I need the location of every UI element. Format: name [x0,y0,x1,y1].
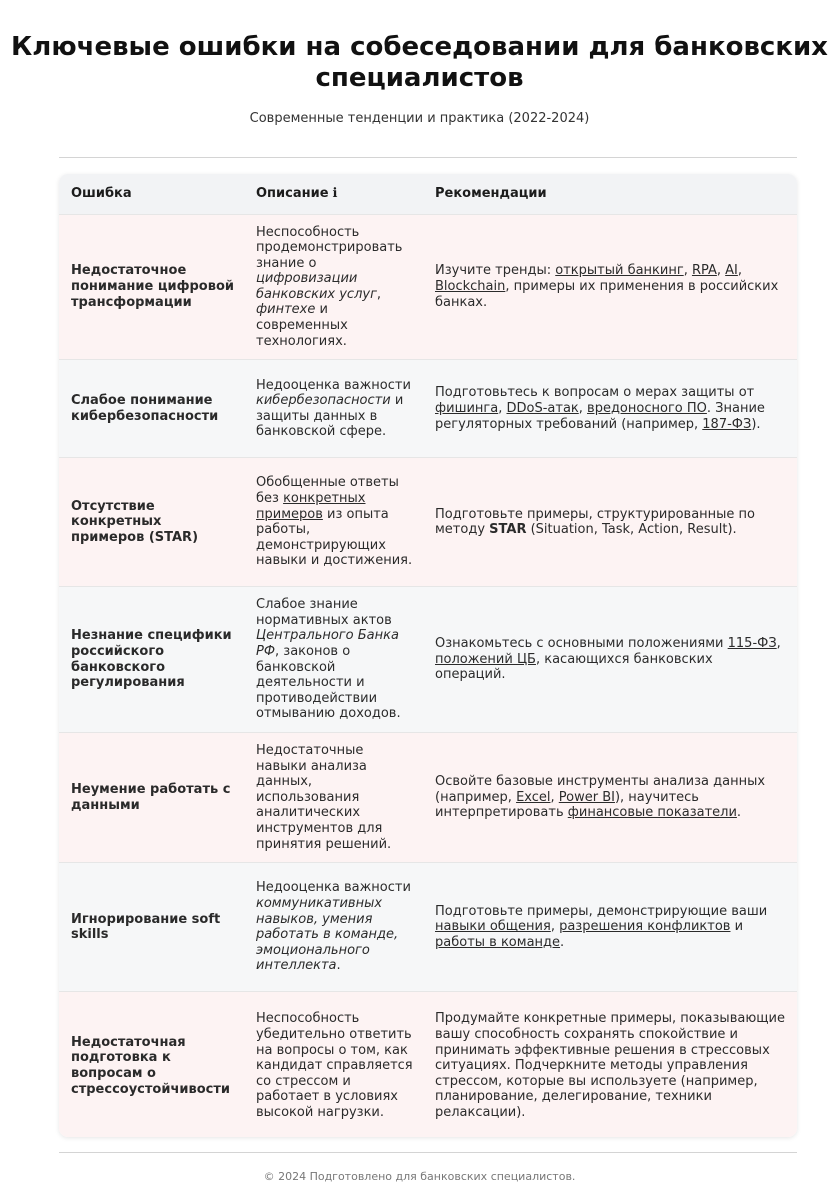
term-link[interactable]: конкретных примеров [256,491,366,522]
table-header-row [59,174,797,214]
table-row [59,587,797,733]
header-error-label: Ошибка [71,186,132,202]
text-fragment: Продумайте конкретные примеры, показывающие вашу способность сохранять спокойствие и принимать эффективные решения в стрессовых ситуациях. Подчеркните методы управления стрессом, которые вы используете (например, планирование, делегирование, техники релаксации). [435,1011,785,1120]
emphasis-text: Центрального Банка РФ [256,628,399,660]
header-description-label: Описание [256,186,329,202]
page-subtitle: Современные тенденции и практика (2022-2024) [249,111,590,126]
text-fragment: , примеры их применения в российских банках. [435,279,779,310]
text-fragment: из опыта работы, демонстрирующих навыки и достижения. [256,506,413,569]
emphasis-text: цифровизации банковских услуг [256,271,377,302]
term-link[interactable]: 115-ФЗ [727,636,777,652]
emphasis-text: финтехе [256,302,316,318]
recommendation-cell [423,360,797,458]
header-recommendations-label: Рекомендации [435,186,547,202]
text-fragment: Недооценка важности [256,880,411,896]
text-fragment: , [578,400,588,416]
text-fragment: Неспособность убедительно ответить на вопросы о том, как кандидат справляется со стрессом и работает в условиях высокой нагрузки. [256,1011,413,1120]
text-fragment: Освойте базовые инструменты анализа данных (например, [435,774,766,805]
header-error [59,174,244,214]
description-cell [244,992,423,1137]
page-title: Ключевые ошибки на собеседовании для банковских специалистов [11,32,828,93]
description-cell [244,587,423,733]
text-fragment: . Знание регуляторных требований (например, [435,400,765,432]
text-fragment: ). [751,416,761,432]
term-link[interactable]: DDoS-атак [506,400,579,416]
bold-text: STAR [489,522,527,538]
table-row [59,992,797,1137]
text-fragment: Недостаточные навыки анализа данных, использования аналитических инструментов для принятия решений. [256,743,392,852]
text-fragment: Ознакомьтесь с основными положениями [435,636,728,652]
table-row [59,214,797,360]
term-link[interactable]: Blockchain [435,279,506,295]
text-fragment: , [498,400,507,416]
error-cell: Слабое понимание кибербезопасности [59,360,244,458]
text-fragment: Обобщенные ответы без [256,475,399,507]
term-link[interactable]: работы в команде [435,934,561,950]
text-fragment: , [683,263,692,279]
error-cell: Игнорирование soft skills [59,863,244,992]
error-cell: Незнание специфики российского банковского регулирования [59,587,244,733]
error-cell: Неумение работать с данными [59,733,244,863]
term-link[interactable]: финансовые показатели [567,805,737,821]
text-fragment: Подготовьте примеры, структурированные по методу [435,506,756,538]
error-cell: Отсутствие конкретных примеров (STAR) [59,458,244,587]
recommendation-cell [423,214,797,360]
recommendation-cell [423,992,797,1137]
text-fragment: и защиты данных в банковской сфере. [256,393,404,440]
term-link[interactable]: навыки общения [435,919,551,935]
text-fragment: Изучите тренды: [435,263,556,279]
emphasis-text: коммуникативных навыков, умения работать в команде, эмоционального интеллекта [256,895,399,974]
term-link[interactable]: AI [725,263,738,279]
error-cell: Недостаточное понимание цифровой трансформации [59,214,244,360]
term-link[interactable]: 187-ФЗ [702,416,752,432]
description-cell [244,214,423,360]
text-fragment: Слабое знание нормативных актов [256,597,392,628]
text-fragment: Недооценка важности [256,377,411,393]
text-fragment: , законов о банковской деятельности и противодействии отмыванию доходов. [256,644,401,722]
text-fragment: ), научитесь интерпретировать [435,789,699,821]
text-fragment: , [716,263,726,279]
errors-table [59,174,797,1137]
text-fragment: , [550,919,560,935]
bottom-divider [59,1152,797,1153]
term-link[interactable]: вредоносного ПО [587,400,707,416]
text-fragment: , [376,286,382,302]
text-fragment: . [336,958,341,974]
term-link[interactable]: RPA [691,263,717,279]
emphasis-text: кибербезопасности [256,393,391,409]
header-description [244,174,423,214]
text-fragment: , касающихся банковских операций. [435,651,713,683]
description-cell [244,863,423,992]
text-fragment: Неспособность продемонстрировать знание о [256,224,403,271]
term-link[interactable]: Excel [516,789,551,805]
description-cell [244,458,423,587]
table-row [59,733,797,863]
description-cell [244,733,423,863]
recommendation-cell [423,587,797,733]
text-fragment: и [730,919,744,935]
errors-table-card [59,174,797,1137]
recommendation-cell [423,733,797,863]
header-recommendations [423,174,797,214]
table-row [59,863,797,992]
term-link[interactable]: фишинга [435,400,499,416]
term-link[interactable]: положений ЦБ [435,651,536,667]
text-fragment: . [736,805,742,821]
error-cell: Недостаточная подготовка к вопросам о стрессоустойчивости [59,992,244,1137]
recommendation-cell [423,863,797,992]
footer-text: © 2024 Подготовлено для банковских специалистов. [263,1170,576,1183]
term-link[interactable]: Power BI [558,789,615,805]
text-fragment: (Situation, Task, Action, Result). [526,522,737,538]
info-icon[interactable]: ℹ [332,186,338,202]
text-fragment: , [776,636,781,652]
text-fragment: Подготовьтесь к вопросам о мерах защиты от [435,385,755,401]
text-fragment: Подготовьте примеры, демонстрирующие ваши [435,903,768,919]
text-fragment: . [560,934,565,950]
text-fragment: , [550,789,559,805]
term-link[interactable]: открытый банкинг [555,263,684,279]
description-cell [244,360,423,458]
text-fragment: , [737,263,743,279]
table-row [59,458,797,587]
term-link[interactable]: разрешения конфликтов [559,919,731,935]
recommendation-cell [423,458,797,587]
text-fragment: и современных технологиях. [256,302,348,349]
table-row [59,360,797,458]
top-divider [59,157,797,158]
